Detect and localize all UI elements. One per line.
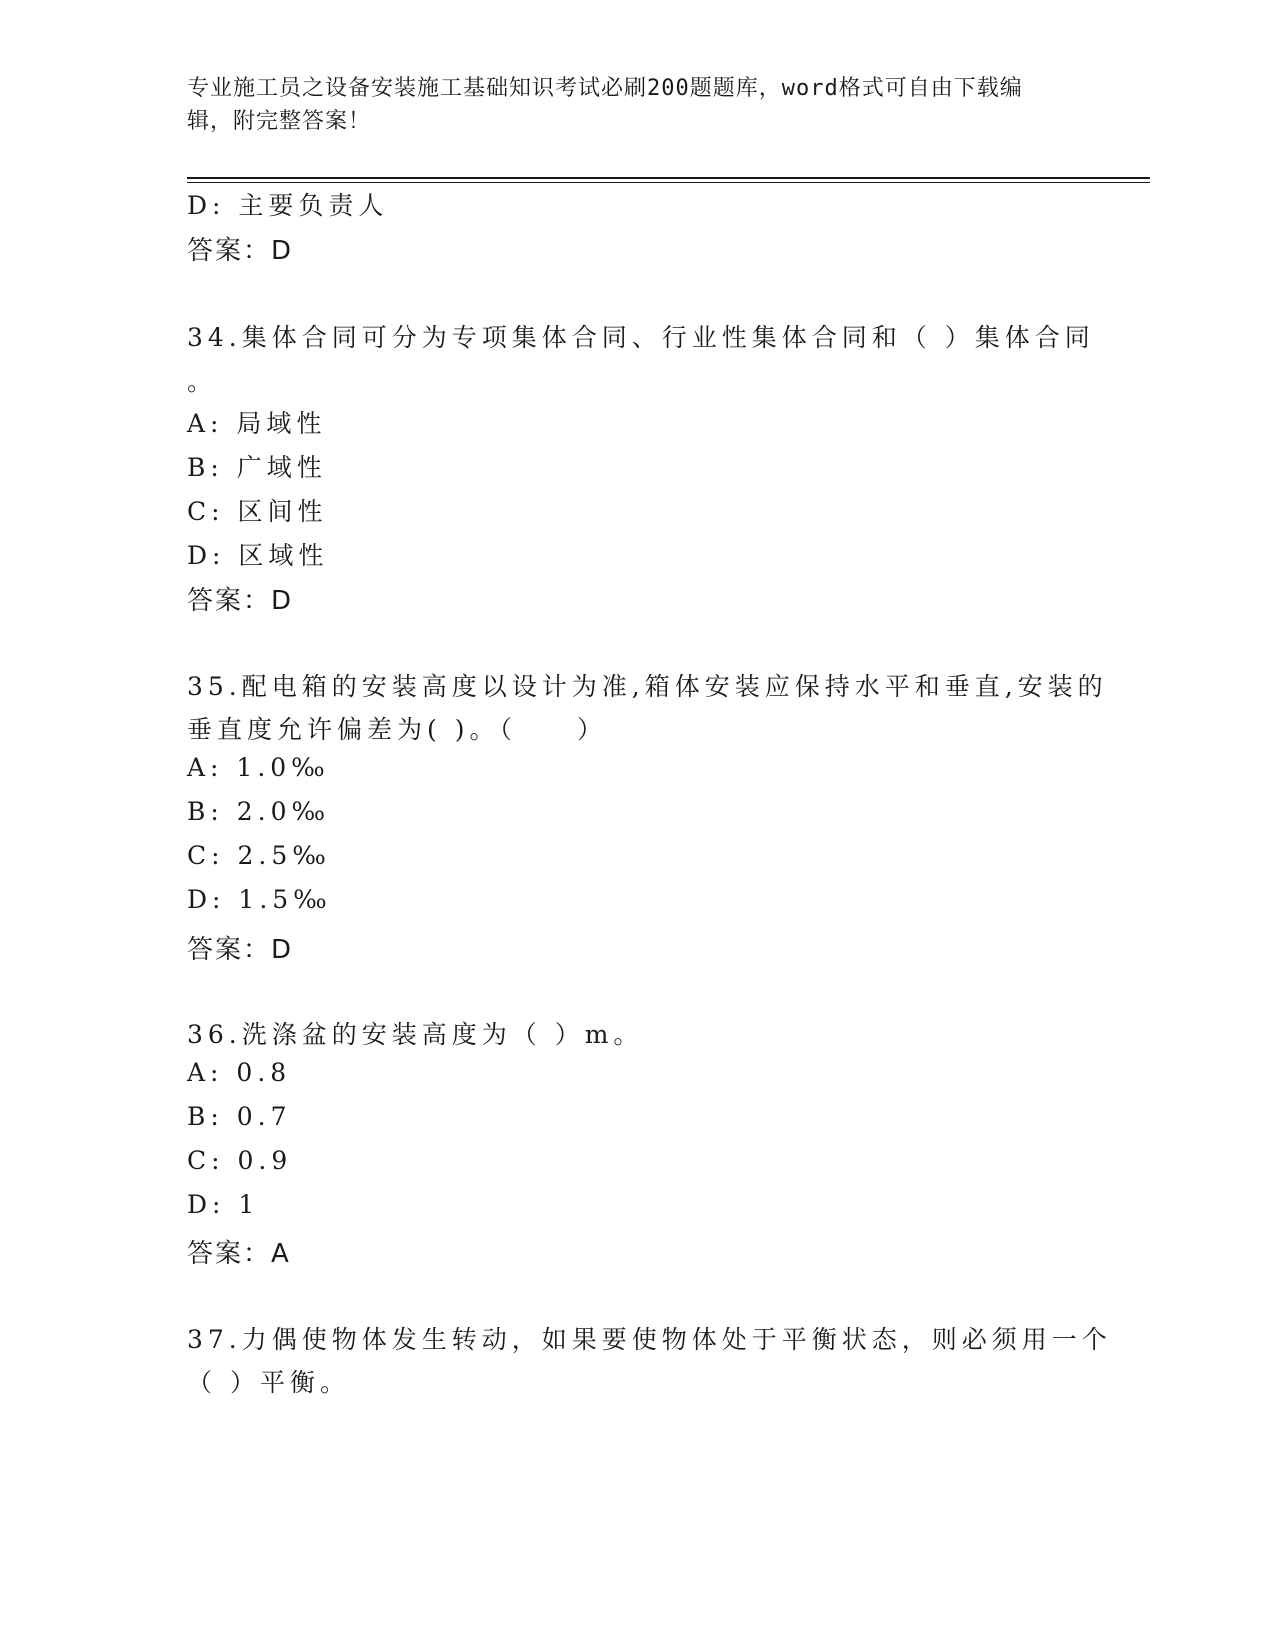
document-header	[187, 72, 1067, 138]
q36-stem-line1: 36.洗涤盆的安装高度为（ ）m。	[187, 1020, 644, 1049]
q35-stem-line2: 垂直度允许偏差为( )。（ ）	[187, 715, 607, 744]
q35-option-c: C: 2.5‰	[187, 841, 331, 870]
answer-label: 答案：	[187, 1239, 272, 1269]
q35-stem-line1: 35.配电箱的安装高度以设计为准,箱体安装应保持水平和垂直,安装的	[187, 672, 1108, 701]
answer-value: D	[271, 935, 294, 965]
answer-value: D	[271, 236, 294, 266]
q36-answer	[187, 1233, 291, 1270]
answer-value: A	[271, 1239, 291, 1269]
answer-label: 答案：	[187, 586, 272, 616]
q36-option-d: D: 1	[187, 1190, 260, 1219]
q36-option-c: C: 0.9	[187, 1146, 293, 1175]
q36-option-b: B: 0.7	[187, 1102, 292, 1131]
q35-option-d: D: 1.5‰	[187, 885, 332, 914]
q35-option-a: A: 1.0‰	[187, 753, 330, 782]
header-divider-thin	[187, 182, 1150, 183]
prev-answer	[187, 230, 293, 267]
document-title: 专业施工员之设备安装施工基础知识考试必刷200题题库，word格式可自由下载编辑，附完整答案！	[187, 76, 1023, 134]
q34-option-d: D: 区域性	[187, 541, 329, 570]
q34-option-b: B: 广域性	[187, 453, 327, 482]
answer-label: 答案：	[187, 236, 272, 266]
q35-answer	[187, 929, 293, 966]
q35-option-b: B: 2.0‰	[187, 797, 331, 826]
prev-option-d: D: 主要负责人	[187, 191, 389, 220]
q34-answer	[187, 580, 293, 617]
answer-label: 答案：	[187, 935, 272, 965]
q34-stem-line2: 。	[187, 367, 218, 396]
q36-option-a: A: 0.8	[187, 1058, 292, 1087]
q34-stem-line1: 34.集体合同可分为专项集体合同、行业性集体合同和（ ）集体合同	[187, 323, 1095, 352]
q34-option-a: A: 局域性	[187, 409, 327, 438]
answer-value: D	[271, 586, 294, 616]
q37-stem-line2: （ ）平衡。	[187, 1368, 350, 1397]
q37-stem-line1: 37.力偶使物体发生转动，如果要使物体处于平衡状态，则必须用一个	[187, 1325, 1112, 1354]
q34-option-c: C: 区间性	[187, 497, 328, 526]
header-divider-thick	[187, 177, 1150, 179]
